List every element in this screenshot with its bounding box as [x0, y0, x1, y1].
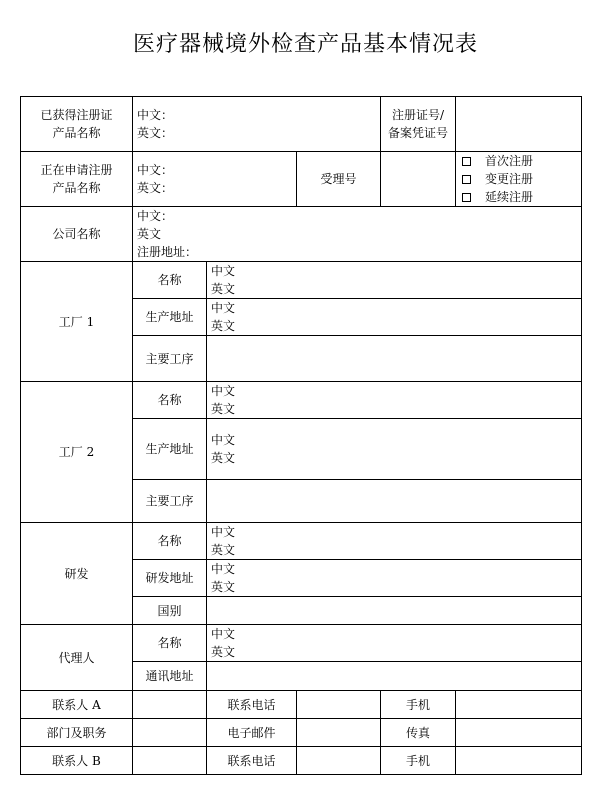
registered-product-name-field[interactable]: 中文： 英文： — [133, 97, 381, 152]
company-field[interactable]: 中文： 英文 注册地址： — [133, 207, 582, 262]
checkbox-icon — [462, 193, 471, 202]
factory1-name-row — [21, 262, 582, 299]
registered-product-row — [21, 97, 582, 152]
contact-b-mobile-field[interactable] — [456, 747, 582, 775]
product-info-form — [20, 96, 582, 775]
factory1-process-label: 主要工序 — [133, 336, 207, 382]
applying-product-label: 正在申请注册 产品名称 — [21, 152, 133, 207]
factory2-process-label: 主要工序 — [133, 480, 207, 523]
acceptance-number-field[interactable] — [381, 152, 456, 207]
checkbox-icon — [462, 175, 471, 184]
checkbox-first-registration[interactable]: 首次注册 — [460, 152, 577, 170]
rnd-name-row — [21, 523, 582, 560]
factory2-address-field[interactable]: 中文 英文 — [207, 419, 582, 480]
company-row — [21, 207, 582, 262]
factory1-process-field[interactable] — [207, 336, 582, 382]
company-label: 公司名称 — [21, 207, 133, 262]
agent-name-label: 名称 — [133, 625, 207, 662]
department-field[interactable] — [133, 719, 207, 747]
rnd-label: 研发 — [21, 523, 133, 625]
contact-b-label: 联系人 B — [21, 747, 133, 775]
contact-a-mobile-label: 手机 — [381, 691, 456, 719]
rnd-address-label: 研发地址 — [133, 560, 207, 597]
factory2-address-label: 生产地址 — [133, 419, 207, 480]
factory2-name-row — [21, 382, 582, 419]
department-row — [21, 719, 582, 747]
factory2-label: 工厂 2 — [21, 382, 133, 523]
rnd-name-field[interactable]: 中文 英文 — [207, 523, 582, 560]
factory1-label: 工厂 1 — [21, 262, 133, 382]
applying-product-row — [21, 152, 582, 207]
email-label: 电子邮件 — [207, 719, 297, 747]
registration-type-options — [456, 152, 582, 207]
agent-label: 代理人 — [21, 625, 133, 691]
factory2-process-field[interactable] — [207, 480, 582, 523]
page-title: 医疗器械境外检查产品基本情况表 — [132, 32, 478, 57]
contact-b-mobile-label: 手机 — [381, 747, 456, 775]
checkbox-renewal-registration[interactable]: 延续注册 — [460, 188, 577, 206]
contact-b-phone-label: 联系电话 — [207, 747, 297, 775]
factory1-address-label: 生产地址 — [133, 299, 207, 336]
agent-address-field[interactable] — [207, 662, 582, 691]
factory2-name-field[interactable]: 中文 英文 — [207, 382, 582, 419]
contact-b-phone-field[interactable] — [297, 747, 381, 775]
fax-field[interactable] — [456, 719, 582, 747]
department-label: 部门及职务 — [21, 719, 133, 747]
registration-number-field[interactable] — [456, 97, 582, 152]
checkbox-icon — [462, 157, 471, 166]
agent-name-field[interactable]: 中文 英文 — [207, 625, 582, 662]
agent-address-label: 通讯地址 — [133, 662, 207, 691]
contact-b-row — [21, 747, 582, 775]
rnd-address-field[interactable]: 中文 英文 — [207, 560, 582, 597]
applying-product-name-field[interactable]: 中文： 英文： — [133, 152, 297, 207]
contact-b-field[interactable] — [133, 747, 207, 775]
contact-a-phone-field[interactable] — [297, 691, 381, 719]
email-field[interactable] — [297, 719, 381, 747]
agent-name-row — [21, 625, 582, 662]
factory1-address-field[interactable]: 中文 英文 — [207, 299, 582, 336]
acceptance-number-label: 受理号 — [297, 152, 381, 207]
checkbox-change-registration[interactable]: 变更注册 — [460, 170, 577, 188]
rnd-country-field[interactable] — [207, 597, 582, 625]
factory2-name-label: 名称 — [133, 382, 207, 419]
registration-number-label: 注册证号/ 备案凭证号 — [381, 97, 456, 152]
contact-a-label: 联系人 A — [21, 691, 133, 719]
rnd-country-label: 国别 — [133, 597, 207, 625]
factory1-name-label: 名称 — [133, 262, 207, 299]
factory1-name-field[interactable]: 中文 英文 — [207, 262, 582, 299]
contact-a-phone-label: 联系电话 — [207, 691, 297, 719]
fax-label: 传真 — [381, 719, 456, 747]
contact-a-field[interactable] — [133, 691, 207, 719]
contact-a-row — [21, 691, 582, 719]
registered-product-label: 已获得注册证 产品名称 — [21, 97, 133, 152]
contact-a-mobile-field[interactable] — [456, 691, 582, 719]
rnd-name-label: 名称 — [133, 523, 207, 560]
